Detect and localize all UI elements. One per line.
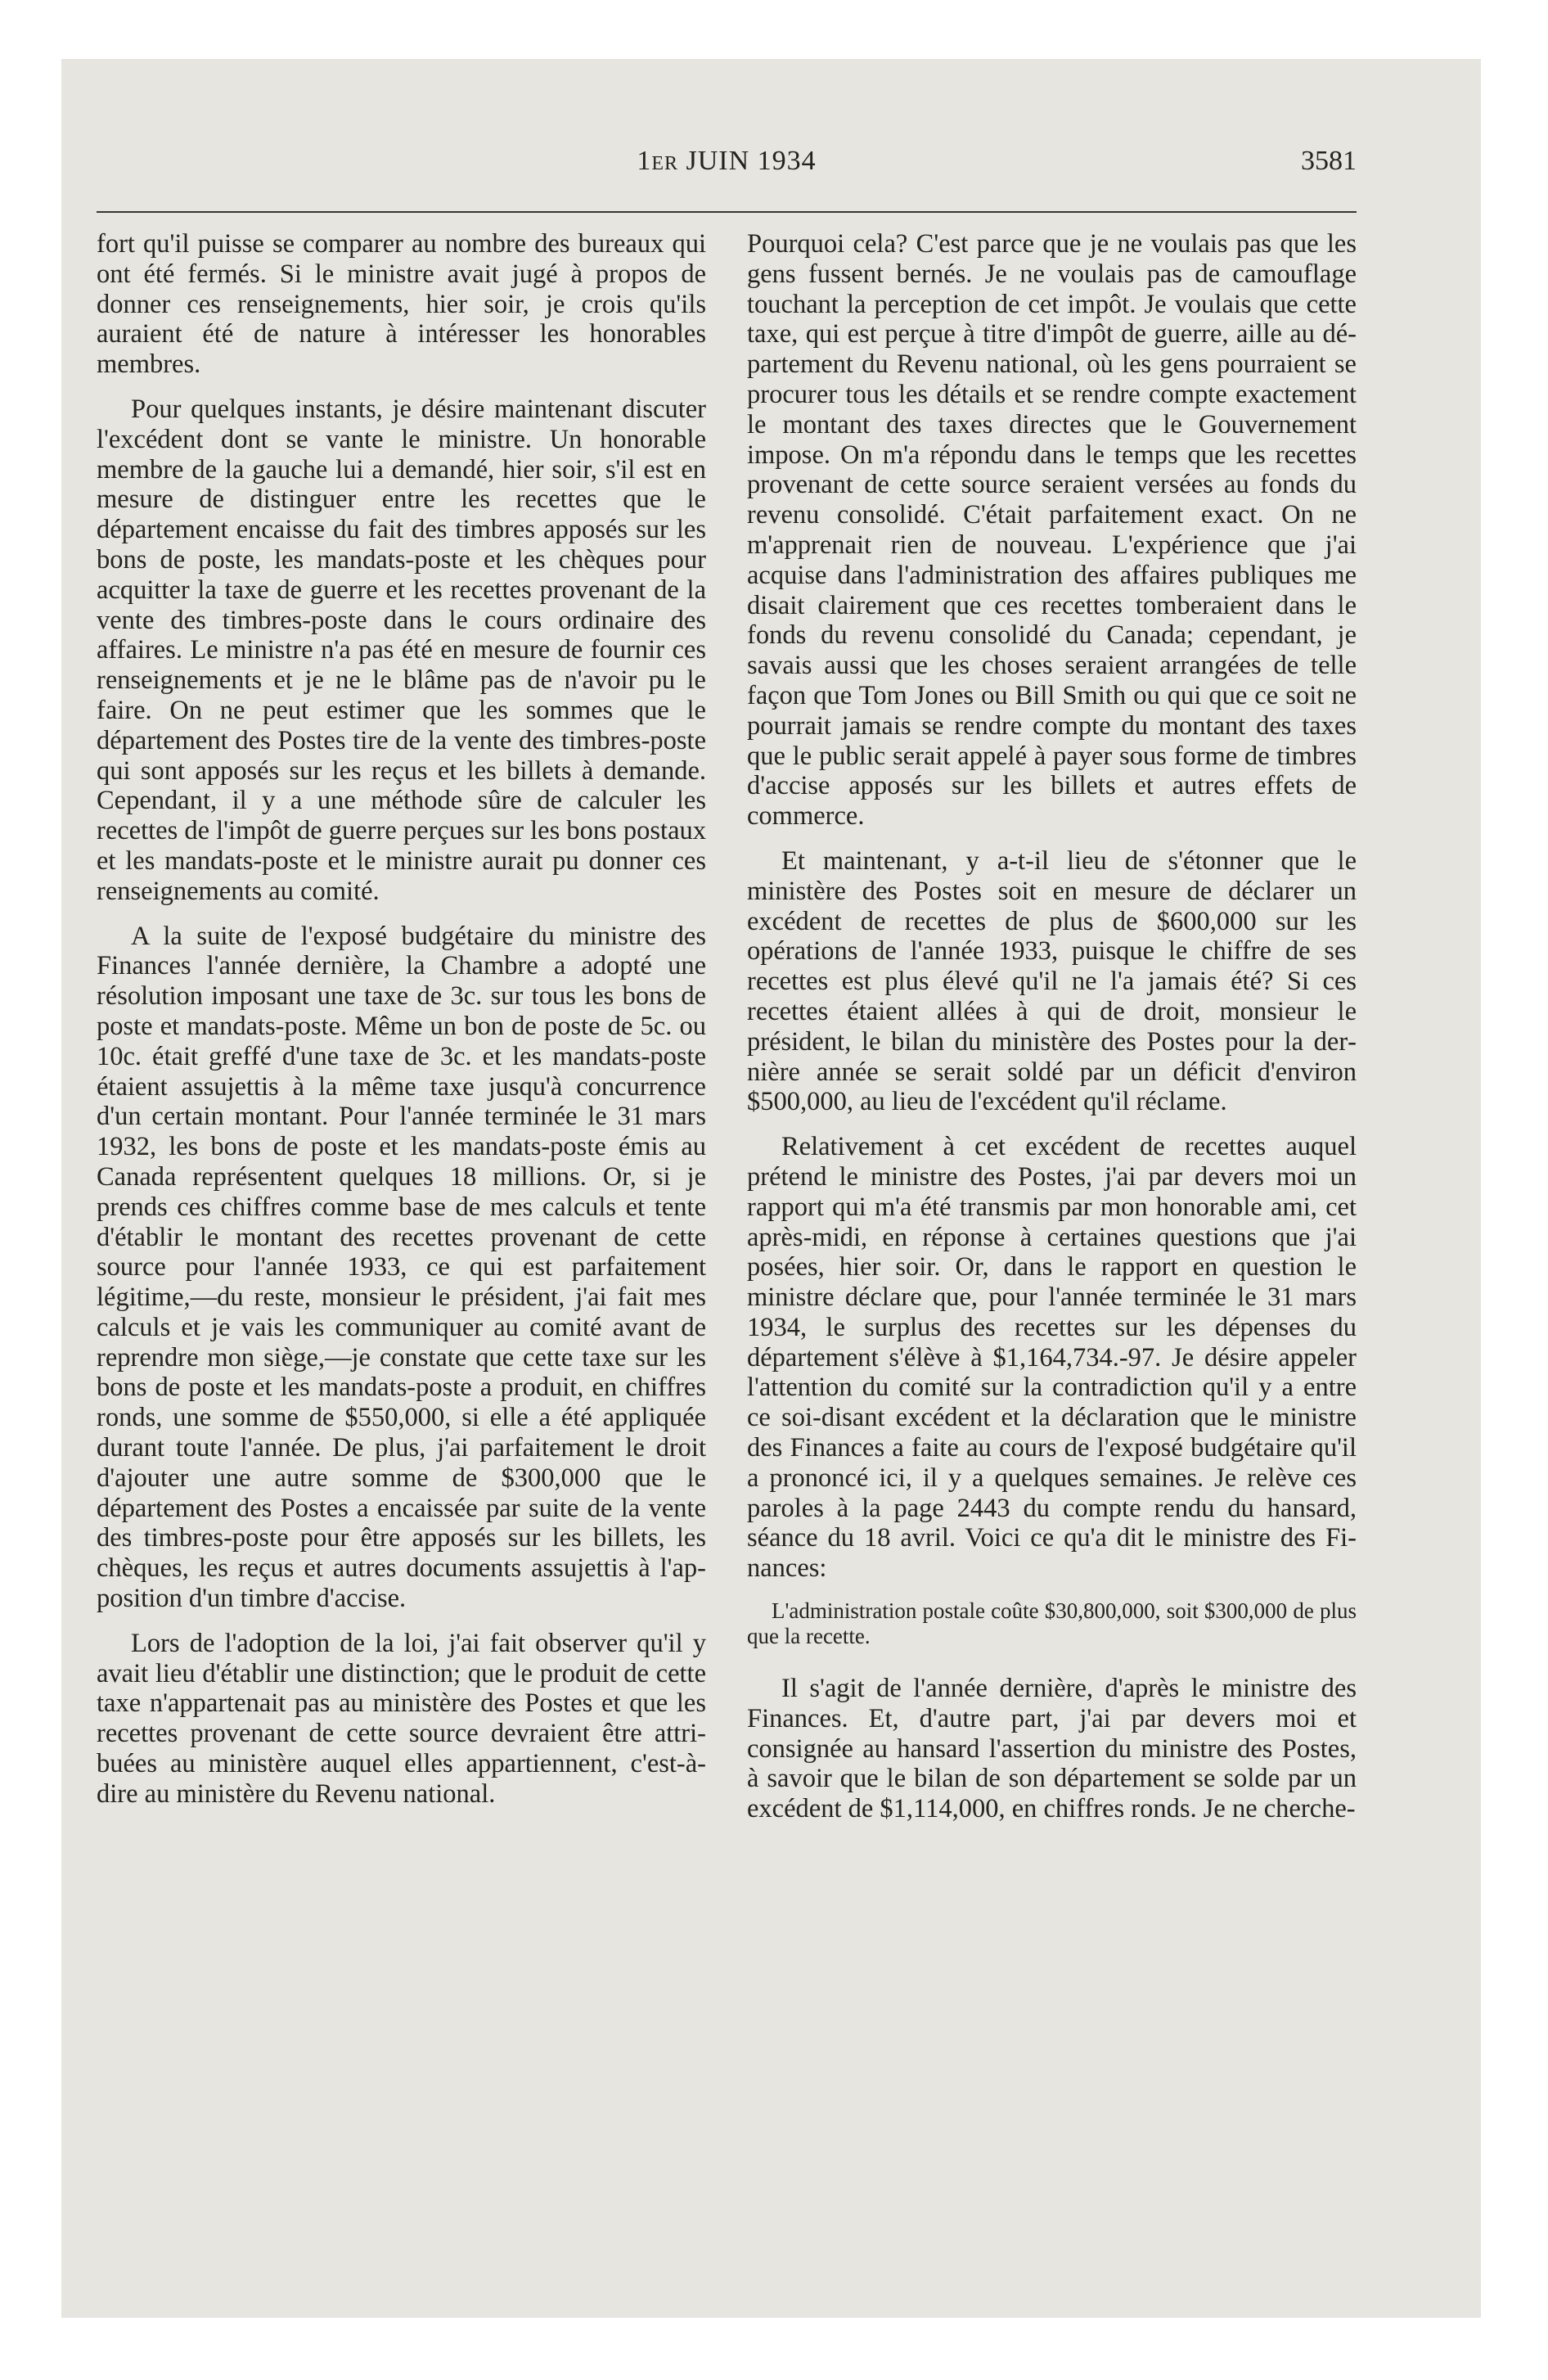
paragraph: Et maintenant, y a-t-il lieu de s'étonner que le ministère des Postes soit en mesure de déclarer un excédent de recettes de plus de $600,000 sur les opérations de l'année 1933, puisque le chiffre de ses recettes est plus élevé qu'il ne l'a jamais été? Si ces recettes étaient allées à qui de droit, monsieur le président, le bilan du ministère des Postes pour la dernière année se serait soldé par un déficit d'environ $500,000, au lieu de l'excédent qu'il réclame. xyxy=(747,845,1357,1117)
paragraph: fort qu'il puisse se comparer au nombre des bureaux qui ont été fermés. Si le ministre avait jugé à propos de donner ces renseignements, hier soir, je crois qu'ils auraient été de nature à intéresser les honorables membres. xyxy=(97,229,706,380)
block-quote: L'administration postale coûte $30,800,000, soit $300,000 de plus que la recette. xyxy=(747,1598,1357,1649)
paragraph: Pour quelques instants, je désire maintenant discuter l'excédent dont se vante le ministre. Un honorable membre de la gauche lui a demandé, hier soir, s'il est en mesure de distinguer entre les recettes que le département encaisse du fait des timbres apposés sur les bons de poste, les mandats-poste et les chèques pour acquitter la taxe de guerre et les recettes provenant de la vente des timbres-poste dans le cours ordinaire des affaires. Le ministre n'a pas été en mesure de fournir ces renseignements et je ne le blâme pas de n'avoir pu le faire. On ne peut estimer que les sommes que le département des Postes tire de la vente des timbres-poste qui sont apposés sur les reçus et les billets à demande. Cependant, il y a une méthode sûre de calculer les recettes de l'impôt de guerre perçues sur les bons postaux et les mandats-poste et le ministre aurait pu donner ces renseignements au comité. xyxy=(97,394,706,906)
paragraph: Relativement à cet excédent de recettes auquel prétend le ministre des Postes, j'ai par devers moi un rapport qui m'a été transmis par mon honorable ami, cet après-midi, en réponse à certaines questions que j'ai posées, hier soir. Or, dans le rapport en question le ministre déclare que, pour l'année terminée le 31 mars 1934, le surplus des recettes sur les dépenses du département s'élève à $1,164,734.-97. Je désire appeler l'attention du comité sur la contradiction qu'il y a entre ce soi-disant excédent et la déclaration que le ministre des Finances a faite au cours de l'exposé budgétaire qu'il a prononcé ici, il y a quelques semaines. Je relève ces paroles à la page 2443 du compte rendu du hansard, séance du 18 avril. Voici ce qu'a dit le ministre des Finances: xyxy=(747,1132,1357,1584)
hansard-page xyxy=(97,115,1357,2259)
page-date xyxy=(97,146,1357,177)
running-head xyxy=(97,146,1357,195)
paragraph: Il s'agit de l'année dernière, d'après le ministre des Finances. Et, d'autre part, j'ai par devers moi et consignée au hansard l'assertion du ministre des Postes, à savoir que le bilan de son département se solde par un excédent de $1,114,000, en chiffres ronds. Je ne cherche- xyxy=(747,1674,1357,1824)
date-month-year: JUIN 1934 xyxy=(686,146,817,176)
date-day: 1er xyxy=(637,146,678,176)
paragraph: A la suite de l'exposé budgétaire du ministre des Finances l'année dernière, la Chambre a adopté une résolution imposant une taxe de 3c. sur tous les bons de poste et mandats-poste. Même un bon de poste de 5c. ou 10c. était greffé d'une taxe de 3c. et les mandats-poste étaient assujettis à la même taxe jusqu'à concurrence d'un certain montant. Pour l'année terminée le 31 mars 1932, les bons de poste et les mandats-poste émis au Canada représentent quelques 18 millions. Or, si je prends ces chiffres comme base de mes calculs et tente d'établir le montant des recettes provenant de cette source pour l'année 1933, ce qui est parfaitement légitime,—du reste, monsieur le président, j'ai fait mes calculs et je vais les communiquer au comité avant de reprendre mon siège,—je constate que cette taxe sur les bons de poste et les mandats-poste a produit, en chiffres ronds, une somme de $550,000, si elle a été appliquée durant toute l'année. De plus, j'ai parfaitement le droit d'ajouter une autre somme de $300,000 que le département des Postes a encaissée par suite de la vente des timbres-poste pour être apposés sur les billets, les chèques, les reçus et autres documents assujettis à l'apposition d'un timbre d'accise. xyxy=(97,921,706,1614)
header-rule xyxy=(97,211,1357,213)
paragraph: Lors de l'adoption de la loi, j'ai fait observer qu'il y avait lieu d'établir une distinction; que le produit de cette taxe n'appartenait pas au ministère des Postes et que les recettes provenant de cette source devraient être attribuées au ministère auquel elles appartiennent, c'est-à-dire au ministère du Revenu national. xyxy=(97,1628,706,1809)
paragraph: Pourquoi cela? C'est parce que je ne voulais pas que les gens fussent bernés. Je ne voulais pas de camouflage touchant la perception de cet impôt. Je voulais que cette taxe, qui est perçue à titre d'impôt de guerre, aille au département du Revenu national, où les gens pourraient se procurer tous les détails et se rendre compte exactement le montant des taxes directes que le Gouvernement impose. On m'a répondu dans le temps que les recettes provenant de cette source seraient versées au fonds du revenu consolidé. C'était parfaitement exact. On ne m'apprenait rien de nouveau. L'expérience que j'ai acquise dans l'administration des affaires publiques me disait clairement que ces recettes tomberaient dans le fonds du revenu consolidé du Canada; cependant, je savais aussi que les choses seraient arrangées de telle façon que Tom Jones ou Bill Smith ou qui que ce soit ne pourrait jamais se rendre compte du montant des taxes que le public serait appelé à payer sous forme de timbres d'accise apposés sur les billets et autres effets de commerce. xyxy=(747,229,1357,832)
right-column xyxy=(747,229,1357,1839)
page-number: 3581 xyxy=(1301,146,1357,176)
left-column xyxy=(97,229,706,1824)
